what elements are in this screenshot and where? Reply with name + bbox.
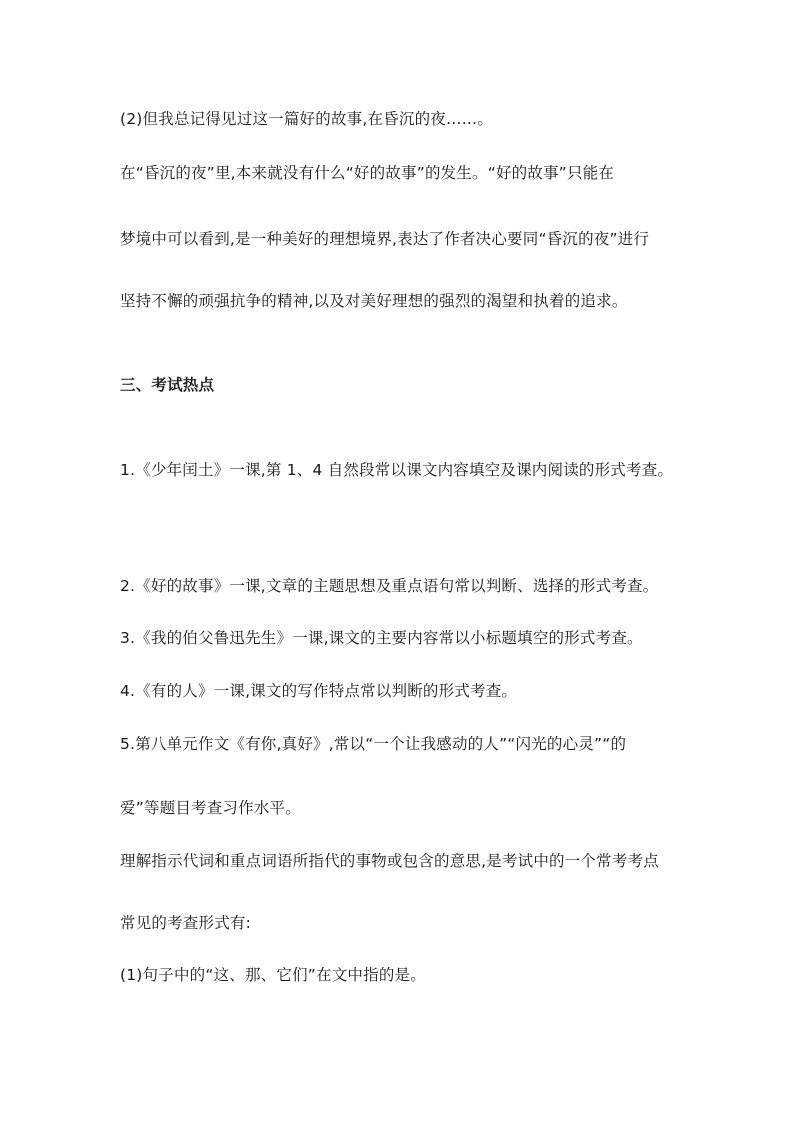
list-item-3: 3.《我的伯父鲁迅先生》一课,课文的主要内容常以小标题填空的形式考查。 (120, 629, 643, 647)
paragraph-explanation-3: 坚持不懈的顽强抗争的精神,以及对美好理想的强烈的渴望和执着的追求。 (120, 292, 628, 310)
list-item-4: 4.《有的人》一课,课文的写作特点常以判断的形式考查。 (120, 682, 518, 700)
paragraph-explanation-1: 在“昏沉的夜”里,本来就没有什么“好的故事”的发生。“好的故事”只能在 (120, 164, 615, 182)
paragraph-explanation-2: 梦境中可以看到,是一种美好的理想境界,表达了作者决心要同“昏沉的夜”进行 (120, 230, 650, 248)
list-item-5-line-2: 爱”等题目考查习作水平。 (120, 799, 301, 817)
paragraph-quote: (2)但我总记得见过这一篇好的故事,在昏沉的夜……。 (120, 110, 494, 128)
list-item-1: 1.《少年闰土》一课,第 1、4 自然段常以课文内容填空及课内阅读的形式考查。 (120, 461, 674, 479)
list-item-5-line-1: 5.第八单元作文《有你,真好》,常以“一个让我感动的人”“闪光的心灵”“的 (120, 735, 627, 753)
note-line-3: (1)句子中的“这、那、它们”在文中指的是。 (120, 966, 426, 984)
list-item-2: 2.《好的故事》一课,文章的主题思想及重点语句常以判断、选择的形式考查。 (120, 577, 659, 595)
note-line-2: 常见的考查形式有: (120, 914, 252, 932)
note-line-1: 理解指示代词和重点词语所指代的事物或包含的意思,是考试中的一个常考考点 (120, 852, 659, 870)
section-heading: 三、考试热点 (120, 376, 215, 394)
